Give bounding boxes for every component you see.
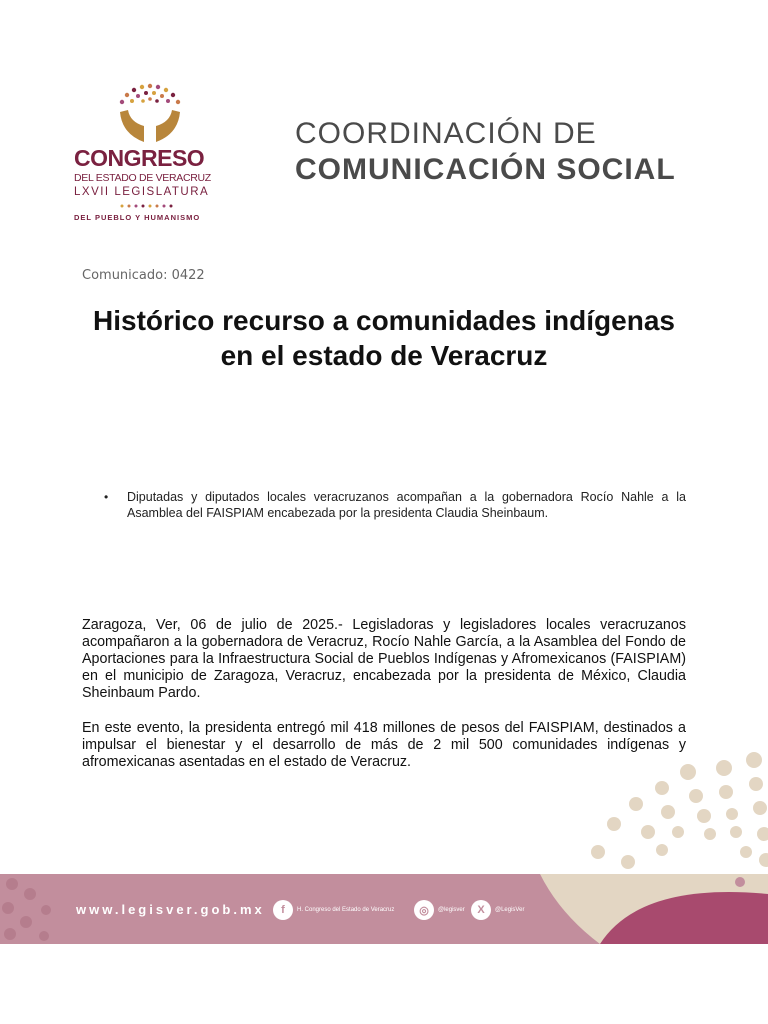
decorative-dots xyxy=(528,740,768,880)
bullet-item xyxy=(104,489,686,521)
bullet-icon: • xyxy=(104,490,109,504)
facebook-label: H. Congreso del Estado de Veracruz xyxy=(297,907,395,913)
instagram-label: @legisver xyxy=(438,907,465,913)
x-icon: X xyxy=(471,900,491,920)
congreso-emblem-icon xyxy=(114,82,186,144)
header-line-1: COORDINACIÓN DE xyxy=(295,117,597,150)
footer-x[interactable] xyxy=(471,900,524,920)
footer-website-link[interactable]: www.legisver.gob.mx xyxy=(76,902,265,917)
body-paragraph: Zaragoza, Ver, 06 de julio de 2025.- Legisladoras y legisladores locales veracruzanos acompañaron a la gobernadora de Veracruz, Rocío Nahle García, a la Asamblea del Fondo de Aportaciones para la Infraestructura Social de Pueblos Indígenas y Afromexicanos (FAISPIAM) en el municipio de Zaragoza, Veracruz, encabezada por la presidenta de México, Claudia Sheinbaum Pardo. xyxy=(82,617,686,701)
footer-facebook[interactable] xyxy=(273,900,394,920)
x-label: @LegisVer xyxy=(495,907,525,913)
footer-instagram[interactable] xyxy=(414,900,465,920)
headline: Histórico recurso a comunidades indígenas en el estado de Veracruz xyxy=(93,305,675,371)
logo-title: CONGRESO xyxy=(74,145,205,171)
logo-subtitle: DEL ESTADO DE VERACRUZ xyxy=(74,172,211,184)
comunicado-number: Comunicado: 0422 xyxy=(82,268,205,283)
footer-band xyxy=(0,874,768,944)
summary-bullets xyxy=(104,489,686,521)
instagram-icon: ◎ xyxy=(414,900,434,920)
facebook-icon: f xyxy=(273,900,293,920)
congreso-logo xyxy=(74,82,226,230)
logo-motto: DEL PUEBLO Y HUMANISMO xyxy=(74,213,201,222)
logo-legislatura: LXVII LEGISLATURA xyxy=(74,186,210,198)
body-paragraph: En este evento, la presidenta entregó mil 418 millones de pesos del FAISPIAM, destinados a impulsar el bienestar y el desarrollo de más de 2 mil 500 comunidades indígenas y afromexicanas asentadas en el estado de Veracruz. xyxy=(82,720,686,770)
logo-divider-dots xyxy=(118,203,178,209)
header-line-2: COMUNICACIÓN SOCIAL xyxy=(295,153,676,186)
bullet-text: Diputadas y diputados locales veracruzanos acompañan a la gobernadora Rocío Nahle a la Asamblea del FAISPIAM encabezada por la presidenta Claudia Sheinbaum. xyxy=(127,490,686,520)
